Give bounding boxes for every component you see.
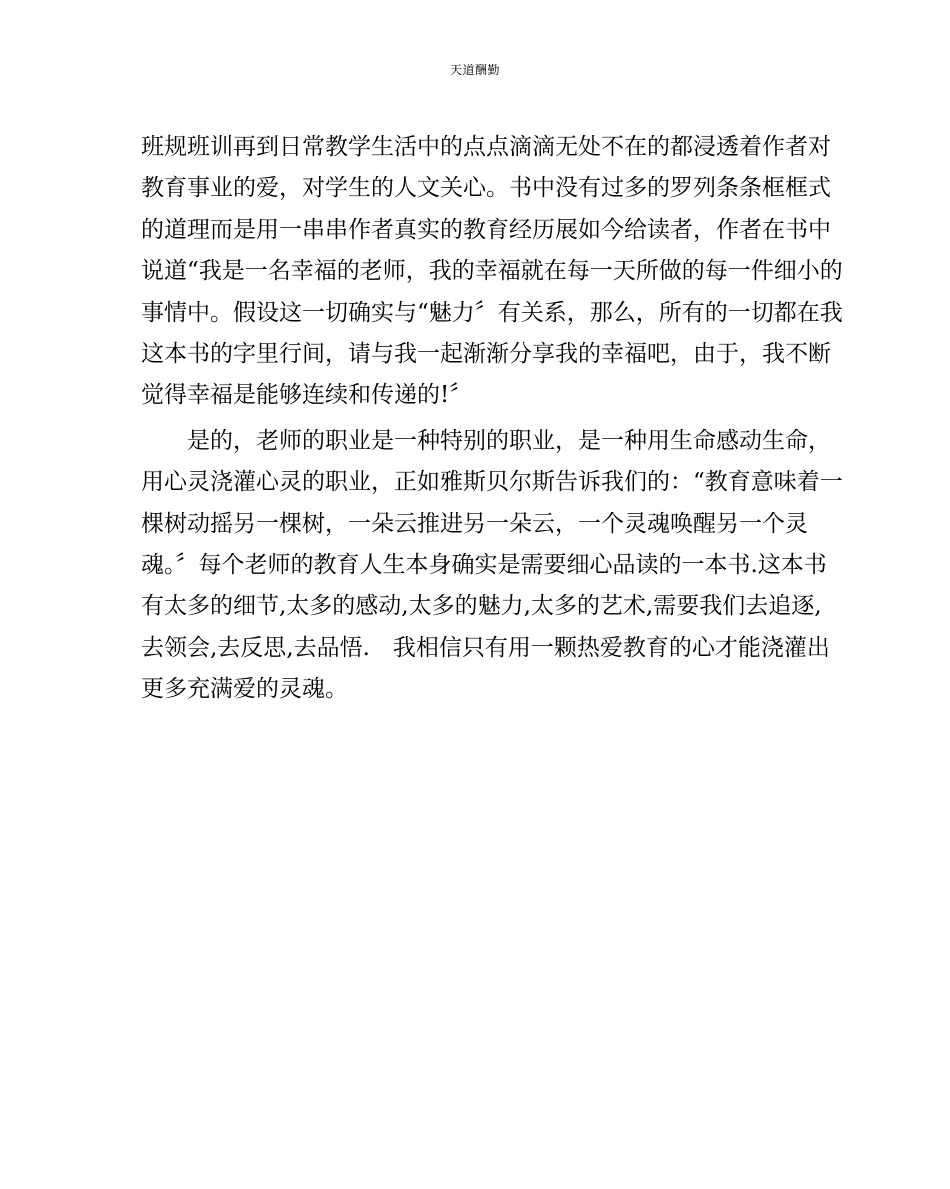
text-line: 教育事业的爱，对学生的人文关心。书中没有过多的罗列条条框框式 (141, 175, 831, 202)
text-line: 去领会,去反思,去品悟. 我相信只有用一颗热爱教育的心才能浇灌出 (141, 634, 830, 661)
text-line: 是的，老师的职业是一种特别的职业，是一种用生命感动生命， (187, 427, 831, 454)
text-line: 这本书的字里行间，请与我一起渐渐分享我的幸福吧，由于，我不断 (141, 340, 831, 367)
paragraph (141, 421, 843, 711)
text-line: 说道“我是一名幸福的老师，我的幸福就在每一天所做的每一件细小的 (141, 258, 843, 285)
text-line: 有太多的细节,太多的感动,太多的魅力,太多的艺术,需要我们去追逐, (141, 593, 822, 620)
text-line: 魂。〞每个老师的教育人生本身确实是需要细心品读的一本书.这本书 (141, 551, 827, 578)
paragraph (141, 127, 843, 417)
text-line: 棵树动摇另一棵树，一朵云推进另一朵云，一个灵魂唤醒另一个灵 (141, 510, 808, 537)
text-line: 事情中。假设这一切确实与“魅力〞有关系，那么，所有的一切都在我 (141, 299, 843, 326)
page-header: 天道酬勤 (449, 63, 500, 77)
text-line: 觉得幸福是能够连续和传递的!〞 (141, 382, 473, 409)
text-line: 用心灵浇灌心灵的职业，正如雅斯贝尔斯告诉我们的：“教育意味着一 (141, 469, 843, 496)
text-line: 班规班训再到日常教学生活中的点点滴滴无处不在的都浸透着作者对 (141, 134, 831, 160)
document-body (141, 127, 843, 710)
text-line: 的道理而是用一串串作者真实的教育经历展如今给读者，作者在书中 (141, 216, 831, 243)
text-line: 更多充满爱的灵魂。 (141, 676, 348, 703)
